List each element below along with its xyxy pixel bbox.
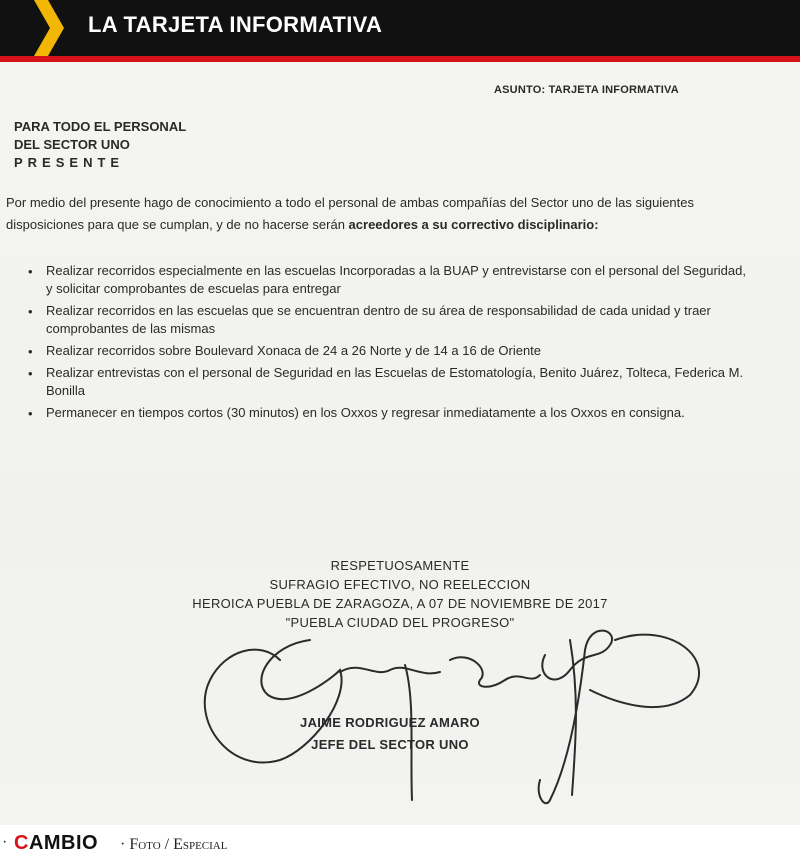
brand-logo-rest: AMBIO xyxy=(28,832,99,854)
closing-line2: SUFRAGIO EFECTIVO, NO REELECCION xyxy=(269,577,531,592)
chevron-icon xyxy=(34,0,64,56)
intro-text: Por medio del presente hago de conocimiento a todo el personal de ambas compañías del Sector uno de las siguientes disposiciones para que se cumplan, y de no hacerse serán xyxy=(6,195,694,232)
brand-logo-c: C xyxy=(14,832,29,854)
signer-block xyxy=(240,712,540,756)
signer-name: JAIME RODRIGUEZ AMARO xyxy=(300,715,480,730)
recipient-line1: PARA TODO EL PERSONAL xyxy=(14,119,187,134)
signer-title: JEFE DEL SECTOR UNO xyxy=(311,737,469,752)
bullet-icon: • xyxy=(28,366,33,381)
list-item-text: Realizar recorridos en las escuelas que se encuentran dentro de su área de responsabilidad de cada unidad y traer comprobantes de las mismas xyxy=(46,303,711,336)
list-item xyxy=(20,262,750,298)
footer-credit-bar xyxy=(0,825,800,865)
header-bar xyxy=(0,0,800,56)
brand-logo xyxy=(14,832,98,855)
asunto-line: ASUNTO: TARJETA INFORMATIVA xyxy=(494,84,679,96)
list-item xyxy=(20,404,750,422)
header-title: LA TARJETA INFORMATIVA xyxy=(88,12,383,37)
list-item-text: Permanecer en tiempos cortos (30 minutos) en los Oxxos y regresar inmediatamente a los Oxxos en consigna. xyxy=(46,405,685,420)
footer-dot-icon: · xyxy=(2,833,8,850)
closing-line1: RESPETUOSAMENTE xyxy=(330,558,470,573)
list-item xyxy=(20,342,750,360)
disposition-list xyxy=(20,262,750,426)
closing-line4: "PUEBLA CIUDAD DEL PROGRESO" xyxy=(285,615,515,630)
recipient-line3: PRESENTE xyxy=(14,155,125,170)
bullet-icon: • xyxy=(28,264,33,279)
recipient-line2: DEL SECTOR UNO xyxy=(14,137,130,152)
bullet-icon: • xyxy=(28,304,33,319)
list-item-text: Realizar recorridos especialmente en las escuelas Incorporadas a la BUAP y entrevistarse con el personal del Seguridad, y solicitar comprobantes de escuelas para entregar xyxy=(46,263,746,296)
list-item xyxy=(20,302,750,338)
list-item xyxy=(20,364,750,400)
bullet-icon: • xyxy=(28,406,33,421)
intro-paragraph xyxy=(6,192,746,236)
recipient-block xyxy=(14,118,186,172)
list-item-text: Realizar entrevistas con el personal de Seguridad en las Escuelas de Estomatología, Benito Juárez, Tolteca, Federica M. Bonilla xyxy=(46,365,744,398)
bullet-icon: • xyxy=(28,344,33,359)
list-item-text: Realizar recorridos sobre Boulevard Xonaca de 24 a 26 Norte y de 14 a 16 de Oriente xyxy=(46,343,542,358)
closing-line3: HEROICA PUEBLA DE ZARAGOZA, A 07 DE NOVIEMBRE DE 2017 xyxy=(192,596,608,611)
photo-credit: · Foto / Especial xyxy=(120,836,228,853)
intro-bold-text: acreedores a su correctivo disciplinario: xyxy=(348,217,599,232)
